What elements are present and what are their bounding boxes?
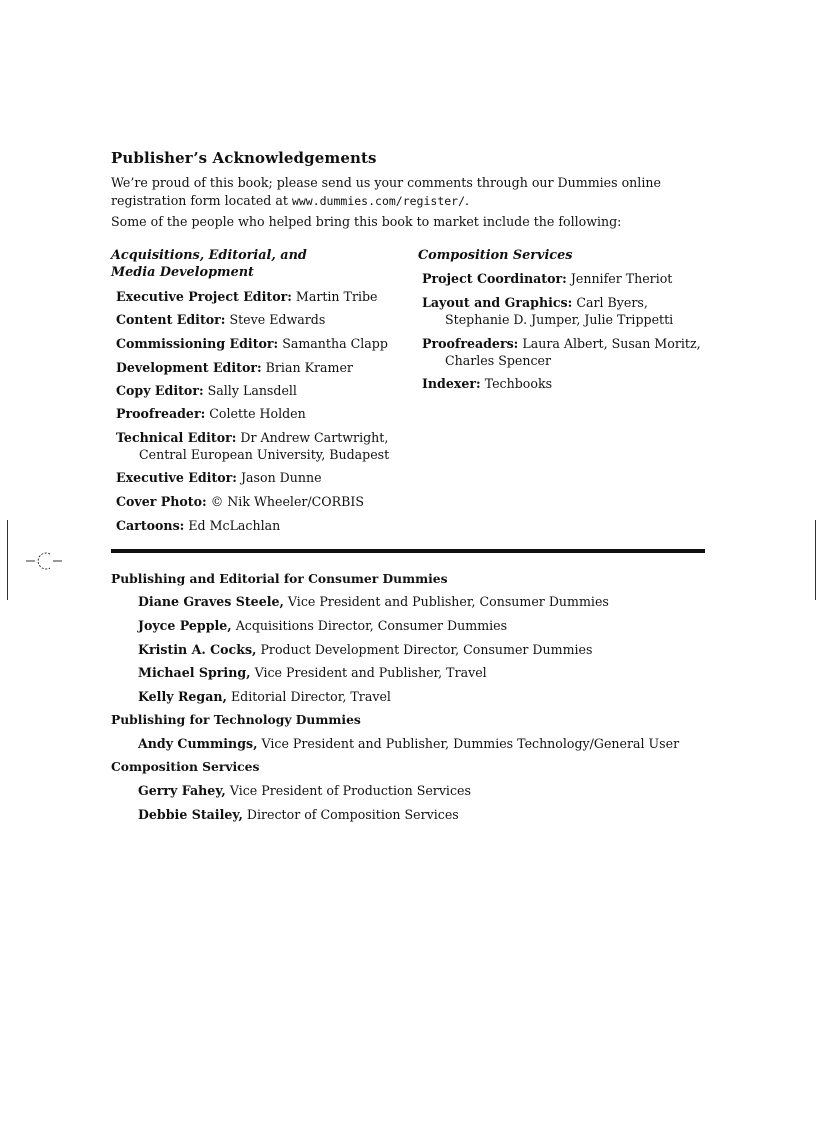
credit-continuation: Central European University, Budapest bbox=[139, 447, 390, 462]
register-url-link[interactable]: www.dummies.com/register/ bbox=[291, 194, 466, 208]
staff-name: Debbie Stailey, bbox=[138, 807, 243, 822]
staff-entry bbox=[138, 664, 487, 681]
staff-title: Acquisitions Director, Consumer Dummies bbox=[235, 618, 508, 633]
page-title: Publisher’s Acknowledgements bbox=[111, 149, 377, 167]
staff-entry bbox=[138, 617, 507, 634]
credit-name: Techbooks bbox=[484, 376, 553, 391]
staff-title: Product Development Director, Consumer Dummies bbox=[260, 642, 593, 657]
staff-title: Vice President of Production Services bbox=[229, 783, 471, 798]
credit-name: © Nik Wheeler/CORBIS bbox=[210, 494, 364, 509]
staff-entry bbox=[138, 782, 471, 799]
credit-role: Project Coordinator: bbox=[422, 271, 567, 286]
staff-title: Vice President and Publisher, Travel bbox=[254, 665, 487, 680]
credit-role: Proofreader: bbox=[116, 406, 206, 421]
section-divider bbox=[111, 549, 705, 553]
credit-name: Colette Holden bbox=[209, 406, 306, 421]
credit-name: Samantha Clapp bbox=[282, 336, 388, 351]
credit-role: Proofreaders: bbox=[422, 336, 519, 351]
left-column-heading bbox=[111, 247, 371, 281]
staff-entry bbox=[138, 593, 609, 610]
credit-item bbox=[116, 469, 322, 486]
section-heading: Composition Services bbox=[111, 759, 260, 774]
intro-paragraph bbox=[111, 174, 711, 210]
credit-item bbox=[422, 375, 552, 392]
staff-entry bbox=[138, 688, 391, 705]
left-heading-line-1: Acquisitions, Editorial, and bbox=[111, 248, 307, 263]
credit-role: Executive Editor: bbox=[116, 470, 237, 485]
section-heading: Publishing and Editorial for Consumer Dummies bbox=[111, 571, 448, 586]
credit-name: Carl Byers, bbox=[576, 295, 648, 310]
staff-title: Vice President and Publisher, Consumer Dummies bbox=[287, 594, 609, 609]
staff-entry bbox=[138, 641, 592, 658]
staff-name: Joyce Pepple, bbox=[138, 618, 232, 633]
staff-name: Kristin A. Cocks, bbox=[138, 642, 257, 657]
staff-title: Editorial Director, Travel bbox=[230, 689, 391, 704]
section-heading: Publishing for Technology Dummies bbox=[111, 712, 361, 727]
staff-name: Michael Spring, bbox=[138, 665, 251, 680]
staff-name: Gerry Fahey, bbox=[138, 783, 226, 798]
credit-role: Cartoons: bbox=[116, 518, 185, 533]
credit-role: Executive Project Editor: bbox=[116, 289, 292, 304]
staff-name: Diane Graves Steele, bbox=[138, 594, 284, 609]
credit-role: Development Editor: bbox=[116, 360, 262, 375]
credit-name: Laura Albert, Susan Moritz, bbox=[522, 336, 701, 351]
credit-name: Steve Edwards bbox=[229, 312, 326, 327]
credit-item bbox=[116, 493, 364, 510]
intro-line-2: Some of the people who helped bring this book to market include the following: bbox=[111, 214, 622, 229]
credit-role: Commissioning Editor: bbox=[116, 336, 279, 351]
credit-role: Indexer: bbox=[422, 376, 481, 391]
credit-item bbox=[422, 294, 673, 328]
credit-item bbox=[422, 270, 672, 287]
credit-name: Martin Tribe bbox=[295, 289, 378, 304]
credit-role: Technical Editor: bbox=[116, 430, 237, 445]
credit-name: Brian Kramer bbox=[265, 360, 353, 375]
staff-title: Director of Composition Services bbox=[246, 807, 459, 822]
credit-continuation: Charles Spencer bbox=[445, 353, 552, 368]
credit-item bbox=[116, 382, 297, 399]
credit-item bbox=[422, 335, 701, 369]
credit-name: Dr Andrew Cartwright, bbox=[240, 430, 389, 445]
credit-role: Layout and Graphics: bbox=[422, 295, 573, 310]
credit-role: Copy Editor: bbox=[116, 383, 204, 398]
credit-name: Jason Dunne bbox=[240, 470, 322, 485]
crop-mark-left bbox=[7, 520, 8, 600]
credit-item bbox=[116, 288, 378, 305]
credit-continuation: Stephanie D. Jumper, Julie Trippetti bbox=[445, 312, 674, 327]
credit-item bbox=[116, 311, 325, 328]
credit-name: Jennifer Theriot bbox=[570, 271, 673, 286]
staff-name: Kelly Regan, bbox=[138, 689, 227, 704]
staff-entry bbox=[138, 806, 459, 823]
staff-title: Vice President and Publisher, Dummies Technology/General User bbox=[261, 736, 680, 751]
credit-role: Content Editor: bbox=[116, 312, 226, 327]
credit-item bbox=[116, 335, 388, 352]
intro-text: We’re proud of this book; please send us your comments through our Dummies online registration form located at bbox=[111, 175, 661, 208]
credit-item bbox=[116, 429, 389, 463]
staff-entry bbox=[138, 735, 679, 752]
credit-name: Sally Lansdell bbox=[207, 383, 297, 398]
registration-mark-icon bbox=[26, 548, 62, 574]
credit-name: Ed McLachlan bbox=[188, 518, 281, 533]
intro-period: . bbox=[465, 193, 470, 208]
left-heading-line-2: Media Development bbox=[111, 265, 254, 280]
credit-item bbox=[116, 517, 280, 534]
staff-name: Andy Cummings, bbox=[138, 736, 258, 751]
credit-item bbox=[116, 405, 306, 422]
credit-role: Cover Photo: bbox=[116, 494, 207, 509]
credit-item bbox=[116, 359, 353, 376]
right-column-heading: Composition Services bbox=[418, 248, 573, 263]
